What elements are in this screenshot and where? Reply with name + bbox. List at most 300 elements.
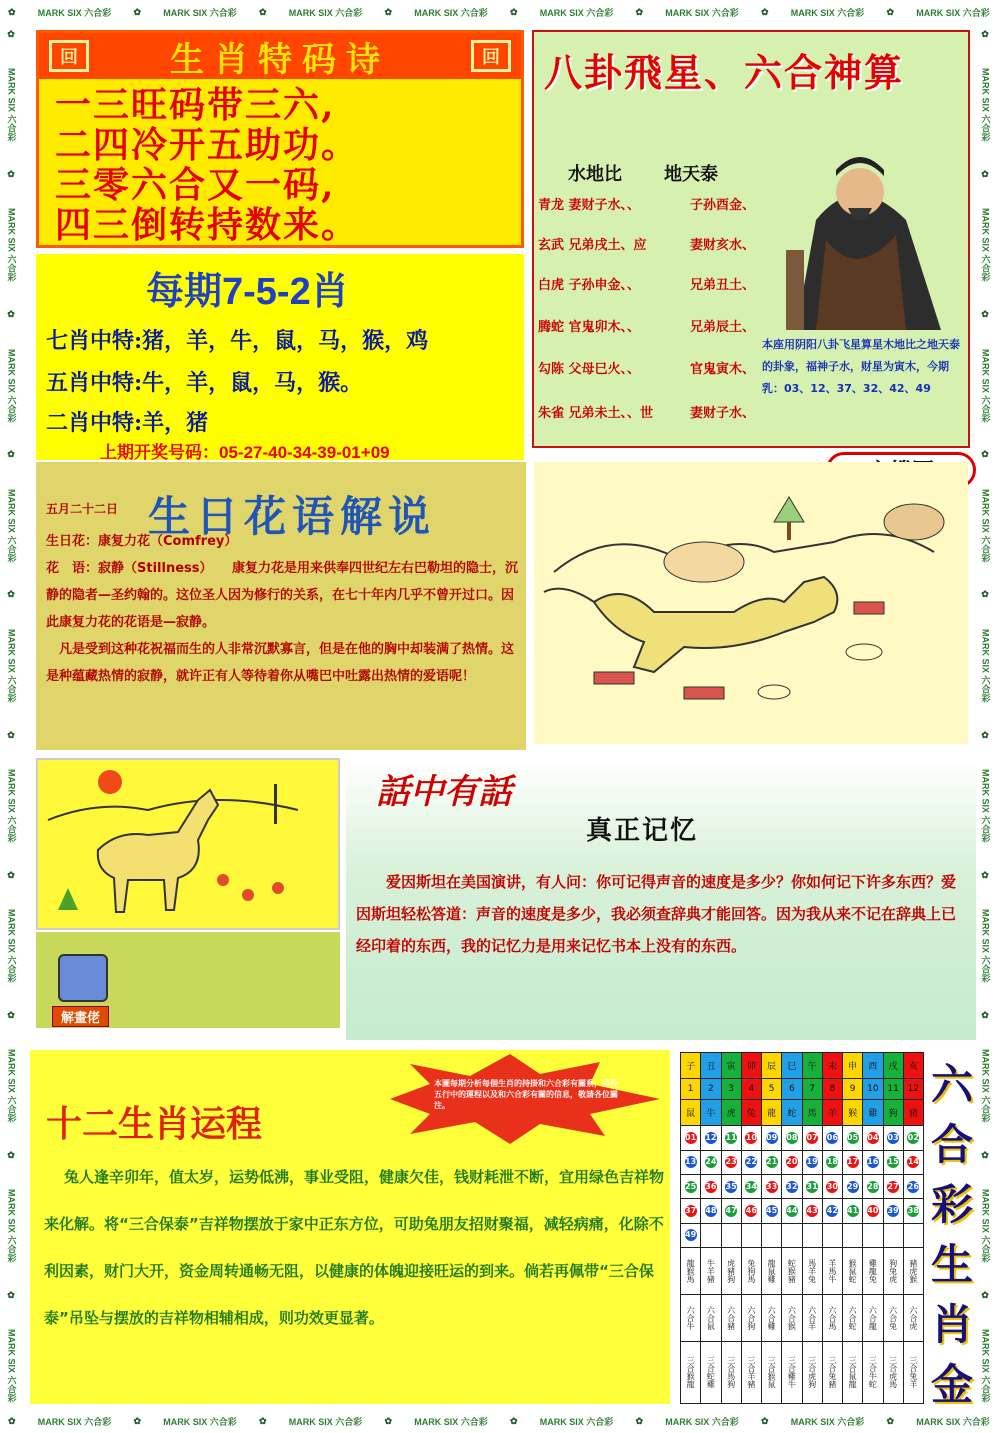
sanhe-text: 三合猴龍 (686, 1356, 696, 1389)
flower-paragraph: 生日花：康复力花（Comfrey） (46, 534, 238, 549)
sanhe-text: 三合羊豬 (746, 1356, 756, 1389)
golden-title-vertical (928, 1052, 976, 1404)
number-ball: 15 (887, 1157, 899, 1167)
pair-text: 豬虎猴 (908, 1259, 918, 1284)
number-ball: 40 (867, 1206, 879, 1216)
hexagram-right: 地天泰 (664, 164, 718, 185)
grid-liuhe-cell (762, 1295, 782, 1342)
flower-icon: ✿ (7, 1150, 17, 1161)
grid-sanhe-cell (863, 1341, 883, 1403)
grid-pair-cell (721, 1248, 741, 1295)
grid-ball-cell (741, 1126, 761, 1150)
grid-pair-cell (863, 1248, 883, 1295)
grid-row (681, 1248, 924, 1295)
number-ball: 07 (806, 1132, 818, 1142)
brand-text: MARK SIX 六合彩 (980, 628, 991, 703)
grid-ball-cell (903, 1126, 923, 1150)
flower-icon: ✿ (7, 450, 17, 461)
brand-text: MARK SIX 六合彩 (6, 768, 17, 843)
grid-ball-cell (762, 1150, 782, 1174)
poem-header (39, 33, 521, 79)
bagua-row: 白虎 子孙申金、、 兄弟丑土、 (538, 278, 756, 293)
flower-icon: ✿ (259, 1415, 267, 1426)
grid-sanhe-cell (802, 1341, 822, 1403)
flower-icon: ✿ (981, 310, 991, 321)
grid-branch-cell: 申 (843, 1053, 863, 1079)
number-ball: 08 (786, 1132, 798, 1142)
grid-row (681, 1053, 924, 1079)
liuhe-text: 六合龍 (868, 1306, 878, 1330)
brand-text: MARK SIX 六合彩 (790, 1416, 865, 1427)
flower-title: 生日花语解说 (148, 492, 437, 541)
number-ball: 14 (907, 1157, 919, 1167)
number-ball: 06 (826, 1132, 838, 1142)
grid-ball-cell (681, 1126, 701, 1150)
pick-five: 五肖中特:牛，羊，鼠，马，猴。 (46, 370, 363, 396)
grid-pair-cell (701, 1248, 721, 1295)
number-ball: 11 (725, 1132, 737, 1142)
number-ball: 23 (725, 1157, 737, 1167)
bagua-title: 八卦飛星、六合神算 (544, 50, 905, 95)
brand-text: MARK SIX 六合彩 (6, 908, 17, 983)
grid-ball-cell (782, 1174, 802, 1198)
brand-text: MARK SIX 六合彩 (539, 1416, 614, 1427)
sanhe-text: 三合鼠龍 (848, 1356, 858, 1389)
grid-ball-cell (883, 1223, 903, 1247)
grid-liuhe-cell (681, 1295, 701, 1342)
grid-row (681, 1341, 924, 1403)
top-brand-strip (0, 0, 998, 24)
grid-pair-cell (802, 1248, 822, 1295)
pair-text: 龍猴馬 (686, 1259, 696, 1284)
number-ball: 21 (766, 1157, 778, 1167)
sanhe-text: 三合兔豬 (827, 1356, 837, 1389)
grid-ball-cell (741, 1174, 761, 1198)
dog-illustration (534, 462, 968, 744)
poem-lines (39, 79, 521, 245)
grid-ball-cell (903, 1174, 923, 1198)
grid-liuhe-cell (701, 1295, 721, 1342)
golden-char: 肖 (930, 1300, 973, 1349)
grid-ball-cell (701, 1126, 721, 1150)
golden-char: 生 (930, 1240, 973, 1289)
brand-text: MARK SIX 六合彩 (6, 1329, 17, 1403)
liuhe-text: 六合雞 (767, 1306, 777, 1330)
grid-ball-cell (883, 1126, 903, 1150)
grid-branch-cell: 寅 (721, 1053, 741, 1079)
flower-icon: ✿ (981, 450, 991, 461)
number-ball: 05 (847, 1132, 859, 1142)
poem-corner-right: 回 (471, 40, 511, 72)
goat-drawing (38, 760, 338, 928)
number-ball: 36 (705, 1181, 717, 1191)
grid-liuhe-cell (741, 1295, 761, 1342)
flower-icon: ✿ (981, 1290, 991, 1301)
number-ball: 33 (766, 1181, 778, 1191)
grid-sanhe-cell (701, 1341, 721, 1403)
grid-row (681, 1223, 924, 1247)
grid-sanhe-cell (822, 1341, 842, 1403)
pick-two: 二肖中特:羊，猪 (46, 410, 209, 436)
grid-animal-cell: 蛇 (782, 1099, 802, 1125)
number-ball: 17 (847, 1157, 859, 1167)
number-ball: 19 (806, 1157, 818, 1167)
golden-char: 六 (930, 1060, 973, 1109)
grid-sanhe-cell (782, 1341, 802, 1403)
grid-ball-cell (822, 1174, 842, 1198)
flower-date: 五月二十二日 (46, 502, 119, 516)
number-ball: 13 (685, 1157, 697, 1167)
flower-icon: ✿ (133, 6, 142, 17)
brand-text: MARK SIX 六合彩 (980, 908, 991, 983)
grid-ball-cell (721, 1126, 741, 1150)
pair-text: 馬羊兔 (807, 1259, 817, 1284)
number-ball: 31 (806, 1181, 818, 1191)
liuhe-text: 六合豬 (726, 1306, 736, 1330)
sanhe-text: 三合蛇雞 (706, 1356, 716, 1389)
flower-icon: ✿ (981, 1150, 991, 1161)
brand-text: MARK SIX 六合彩 (6, 1049, 17, 1123)
brand-text: MARK SIX 六合彩 (6, 628, 17, 703)
flower-paragraph: 花 语：寂静（Stillness） 康复力花是用来供奉四世纪左右巴勒坦的隐士，沉静的隐者—圣约翰的。这位圣人因为修行的关系，在七十年内几乎不曾开过口。因此康复力花的花语是—寂静。 (46, 561, 518, 630)
grid-ball-cell (681, 1199, 701, 1223)
liuhe-text: 六合牛 (686, 1306, 696, 1330)
number-ball: 24 (705, 1157, 717, 1167)
brand-text: MARK SIX 六合彩 (37, 7, 112, 18)
sanhe-text: 三合牛蛇 (868, 1356, 878, 1389)
grid-sanhe-cell (762, 1341, 782, 1403)
number-ball: 26 (907, 1181, 919, 1191)
number-ball: 02 (907, 1132, 919, 1142)
grid-ball-cell (701, 1174, 721, 1198)
number-ball: 42 (826, 1206, 838, 1216)
pair-text: 龍鼠雞 (767, 1259, 777, 1284)
grid-ball-cell (802, 1199, 822, 1223)
pair-text: 蛇猴豬 (787, 1259, 797, 1284)
grid-ball-cell (721, 1150, 741, 1174)
grid-pair-cell (782, 1248, 802, 1295)
grid-ball-cell (782, 1150, 802, 1174)
brand-text: MARK SIX 六合彩 (790, 7, 865, 18)
scroll-icon (58, 954, 108, 1002)
number-ball: 47 (725, 1206, 737, 1216)
number-ball: 41 (847, 1206, 859, 1216)
pair-text: 狗兔虎 (888, 1259, 898, 1284)
flower-icon: ✿ (384, 1415, 393, 1426)
brand-text: MARK SIX 六合彩 (980, 1189, 991, 1263)
number-ball: 30 (826, 1181, 838, 1191)
jiehua-panel (36, 932, 340, 1028)
number-ball: 25 (685, 1181, 697, 1191)
grid-row (681, 1199, 924, 1223)
grid-animal-cell: 牛 (701, 1099, 721, 1125)
bagua-panel (532, 30, 970, 448)
grid-ball-cell (843, 1223, 863, 1247)
flower-icon: ✿ (7, 590, 17, 601)
flower-text (46, 528, 520, 690)
flower-icon: ✿ (7, 310, 17, 321)
grid-animal-cell: 鼠 (681, 1099, 701, 1125)
number-ball: 37 (685, 1206, 697, 1216)
brand-text: MARK SIX 六合彩 (288, 1416, 363, 1427)
grid-animal-cell: 兔 (741, 1099, 761, 1125)
zodiac-table (680, 1052, 924, 1404)
flower-icon: ✿ (981, 730, 991, 741)
number-ball: 28 (867, 1181, 879, 1191)
grid-sanhe-cell (681, 1341, 701, 1403)
grid-branch-cell: 辰 (762, 1053, 782, 1079)
number-ball: 29 (847, 1181, 859, 1191)
grid-number-cell: 10 (863, 1079, 883, 1100)
grid-ball-cell (701, 1199, 721, 1223)
brand-text: MARK SIX 六合彩 (980, 68, 991, 142)
goat-illustration (36, 758, 340, 930)
grid-ball-cell (762, 1126, 782, 1150)
grid-ball-cell (762, 1174, 782, 1198)
story-title: 真正记忆 (586, 816, 699, 846)
golden-char: 合 (930, 1120, 973, 1169)
grid-ball-cell (802, 1126, 822, 1150)
sanhe-text: 三合雞牛 (787, 1356, 797, 1389)
grid-number-cell: 9 (843, 1079, 863, 1100)
grid-number-cell: 12 (903, 1079, 923, 1100)
flower-icon: ✿ (761, 6, 769, 17)
number-ball: 03 (887, 1132, 899, 1142)
bagua-row: 青龙 妻财子水、、 子孙酉金、 (538, 198, 756, 213)
liuhe-text: 六合猴 (787, 1306, 797, 1330)
bagua-note: 本座用阴阳八卦飞星算星木地比之地天泰的卦象，福神子水，财星为寅木，今期乳：03、12、37、32、42、49 (762, 338, 960, 395)
liuhe-text: 六合馬 (827, 1306, 837, 1330)
golden-char: 彩 (930, 1180, 973, 1229)
grid-number-cell: 3 (721, 1079, 741, 1100)
fortune-title: 十二生肖运程 (46, 1103, 263, 1145)
grid-liuhe-cell (721, 1295, 741, 1342)
grid-animal-cell: 羊 (822, 1099, 842, 1125)
grid-pair-cell (843, 1248, 863, 1295)
grid-sanhe-cell (843, 1341, 863, 1403)
pair-text: 虎豬狗 (726, 1259, 736, 1284)
number-ball: 44 (786, 1206, 798, 1216)
pair-text: 兔狗馬 (746, 1259, 756, 1284)
sanhe-text: 三合猴鼠 (767, 1356, 777, 1389)
right-brand-strip (974, 24, 998, 1409)
grid-ball-cell (863, 1174, 883, 1198)
grid-number-cell: 8 (822, 1079, 842, 1100)
grid-number-cell: 6 (782, 1079, 802, 1100)
number-ball: 09 (766, 1132, 778, 1142)
grid-sanhe-cell (883, 1341, 903, 1403)
brand-text: MARK SIX 六合彩 (980, 768, 991, 843)
flower-icon: ✿ (635, 6, 644, 17)
flower-icon: ✿ (981, 1010, 991, 1021)
grid-pair-cell (741, 1248, 761, 1295)
grid-ball-cell (741, 1199, 761, 1223)
poem-line: 四三倒转持数来。 (55, 204, 360, 246)
grid-ball-cell (721, 1174, 741, 1198)
number-ball: 38 (907, 1206, 919, 1216)
starburst-banner (390, 1054, 660, 1144)
grid-liuhe-cell (883, 1295, 903, 1342)
hexagram-left: 水地比 (568, 164, 622, 185)
dog-drawing (534, 462, 968, 744)
number-ball: 49 (685, 1230, 697, 1240)
grid-ball-cell (903, 1150, 923, 1174)
bottom-brand-strip (0, 1409, 998, 1433)
brand-text: MARK SIX 六合彩 (665, 7, 739, 18)
grid-row (681, 1174, 924, 1198)
brand-text: MARK SIX 六合彩 (6, 68, 17, 142)
flower-icon: ✿ (981, 30, 991, 40)
flower-icon: ✿ (7, 1290, 17, 1301)
grid-ball-cell (883, 1150, 903, 1174)
pick-seven: 七肖中特:猪，羊，牛，鼠，马，猴，鸡 (46, 328, 429, 354)
brand-text: MARK SIX 六合彩 (37, 1416, 112, 1427)
grid-animal-cell: 狗 (883, 1099, 903, 1125)
grid-ball-cell (681, 1150, 701, 1174)
brand-text: MARK SIX 六合彩 (916, 1416, 990, 1427)
grid-row (681, 1079, 924, 1100)
flower-icon: ✿ (8, 6, 16, 17)
brand-text: MARK SIX 六合彩 (6, 208, 17, 282)
grid-pair-cell (903, 1248, 923, 1295)
number-ball: 16 (867, 1157, 879, 1167)
left-brand-strip (0, 24, 24, 1409)
flower-icon: ✿ (133, 1415, 142, 1426)
zodiac-number-grid (680, 1052, 924, 1404)
zodiac-pick-panel (36, 254, 524, 460)
brand-text: MARK SIX 六合彩 (980, 208, 991, 282)
grid-ball-cell (863, 1150, 883, 1174)
liuhe-text: 六合狗 (746, 1306, 756, 1330)
brand-text: MARK SIX 六合彩 (665, 1416, 739, 1427)
grid-branch-cell: 酉 (863, 1053, 883, 1079)
grid-ball-cell (843, 1174, 863, 1198)
brand-text: MARK SIX 六合彩 (414, 1416, 488, 1427)
grid-pair-cell (762, 1248, 782, 1295)
flower-icon: ✿ (761, 1415, 769, 1426)
flower-icon: ✿ (384, 6, 393, 17)
grid-ball-cell (721, 1199, 741, 1223)
grid-ball-cell (802, 1174, 822, 1198)
grid-animal-cell: 猴 (843, 1099, 863, 1125)
grid-ball-cell (762, 1223, 782, 1247)
grid-pair-cell (883, 1248, 903, 1295)
grid-ball-cell (762, 1199, 782, 1223)
grid-ball-cell (883, 1174, 903, 1198)
zodiac-fortune-panel (30, 1050, 670, 1404)
bagua-row: 勾陈 父母巳火、、 官鬼寅木、 (538, 362, 756, 377)
pick-title: 每期7-5-2肖 (146, 271, 349, 313)
jiehua-label: 解畫佬 (52, 1006, 109, 1027)
flower-paragraph: 凡是受到这种花祝福而生的人非常沉默寡言，但是在他的胸中却装满了热情。这是种蕴藏热情的寂静，就许正有人等待着你从嘴巴中吐露出热情的爱语呢！ (46, 642, 515, 684)
brand-text: MARK SIX 六合彩 (980, 1049, 991, 1123)
grid-row (681, 1150, 924, 1174)
grid-animal-cell: 龍 (762, 1099, 782, 1125)
number-ball: 39 (887, 1206, 899, 1216)
brand-text: MARK SIX 六合彩 (288, 7, 363, 18)
grid-branch-cell: 巳 (782, 1053, 802, 1079)
grid-sanhe-cell (903, 1341, 923, 1403)
bagua-row: 玄武 兄弟戌土、应 妻财亥水、 (538, 238, 756, 253)
brand-text: MARK SIX 六合彩 (980, 488, 991, 563)
flower-icon: ✿ (7, 170, 17, 181)
grid-branch-cell: 丑 (701, 1053, 721, 1079)
sanhe-text: 三合虎馬 (888, 1356, 898, 1389)
grid-ball-cell (883, 1199, 903, 1223)
grid-liuhe-cell (822, 1295, 842, 1342)
poem-corner-left: 回 (49, 40, 89, 72)
brand-text: MARK SIX 六合彩 (163, 7, 237, 18)
grid-branch-cell: 亥 (903, 1053, 923, 1079)
brand-text: MARK SIX 六合彩 (6, 1189, 17, 1263)
bagua-row: 朱雀 兄弟未土、、世 妻财子水、 (538, 406, 756, 421)
grid-branch-cell: 子 (681, 1053, 701, 1079)
grid-animal-cell: 豬 (903, 1099, 923, 1125)
sanhe-text: 三合兔羊 (908, 1356, 918, 1389)
flower-icon: ✿ (981, 170, 991, 181)
zodiac-poem-panel (36, 30, 524, 248)
poem-line: 二四冷开五助功。 (55, 124, 360, 166)
story-panel (346, 758, 976, 1040)
grid-row (681, 1099, 924, 1125)
number-ball: 45 (766, 1206, 778, 1216)
brand-text: MARK SIX 六合彩 (163, 1416, 237, 1427)
grid-number-cell: 7 (802, 1079, 822, 1100)
grid-ball-cell (843, 1126, 863, 1150)
grid-sanhe-cell (721, 1341, 741, 1403)
brand-text: MARK SIX 六合彩 (6, 488, 17, 563)
brand-text: MARK SIX 六合彩 (539, 7, 614, 18)
grid-ball-cell (681, 1174, 701, 1198)
flower-icon: ✿ (886, 1415, 895, 1426)
flower-icon: ✿ (981, 870, 991, 881)
last-draw-numbers: 上期开奖号码：05-27-40-34-39-01+09 (100, 443, 390, 460)
sanhe-text: 三合馬狗 (726, 1356, 736, 1389)
grid-row (681, 1295, 924, 1342)
poem-title: 生肖特码诗 (170, 39, 390, 80)
grid-ball-cell (822, 1223, 842, 1247)
grid-ball-cell (863, 1223, 883, 1247)
grid-sanhe-cell (741, 1341, 761, 1403)
pair-text: 猴鼠蛇 (848, 1259, 858, 1284)
story-kicker: 話中有話 (376, 772, 512, 812)
grid-branch-cell: 戌 (883, 1053, 903, 1079)
golden-char: 金 (930, 1360, 973, 1404)
grid-number-cell: 2 (701, 1079, 721, 1100)
pair-text: 羊馬牛 (827, 1259, 837, 1284)
grid-animal-cell: 虎 (721, 1099, 741, 1125)
fortune-text: 兔人逢辛卯年，值太岁，运势低沸，事业受阻，健康欠佳，钱财耗泄不断，宜用绿色吉祥物来化解。将“三合保泰”吉祥物摆放于家中正东方位，可助兔朋友招财聚福，减轻病痛，化除不利因素，财门大开，资金周转通畅无阻，以健康的体魄迎接旺运的到来。倘若再佩带“三合保泰”吊坠与摆放的吉祥物相辅相成，则功效更显著。 (44, 1168, 665, 1327)
number-ball: 10 (745, 1132, 757, 1142)
birthday-flower-panel (36, 462, 526, 750)
grid-row (681, 1126, 924, 1150)
flower-icon: ✿ (7, 730, 17, 741)
flower-icon: ✿ (635, 1415, 644, 1426)
grid-ball-cell (782, 1223, 802, 1247)
story-text: 爱因斯坦在美国演讲，有人问：你可记得声音的速度是多少？你如何记下许多东西？爱因斯坦轻松答道：声音的速度是多少，我必须查辞典才能回答。因为我从来不记在辞典上已经印着的东西，我的记忆力是用来记忆书本上没有的东西。 (356, 873, 957, 955)
poem-line: 三零六合又一码, (55, 164, 336, 206)
brand-text: MARK SIX 六合彩 (6, 348, 17, 423)
flower-icon: ✿ (886, 6, 895, 17)
flower-icon: ✿ (510, 1415, 518, 1426)
bagua-row: 腾蛇 官鬼卯木、、 兄弟辰土、 (538, 320, 756, 335)
flower-icon: ✿ (981, 590, 991, 601)
grid-branch-cell: 午 (802, 1053, 822, 1079)
grid-number-cell: 1 (681, 1079, 701, 1100)
grid-number-cell: 11 (883, 1079, 903, 1100)
grid-pair-cell (681, 1248, 701, 1295)
grid-ball-cell (741, 1223, 761, 1247)
